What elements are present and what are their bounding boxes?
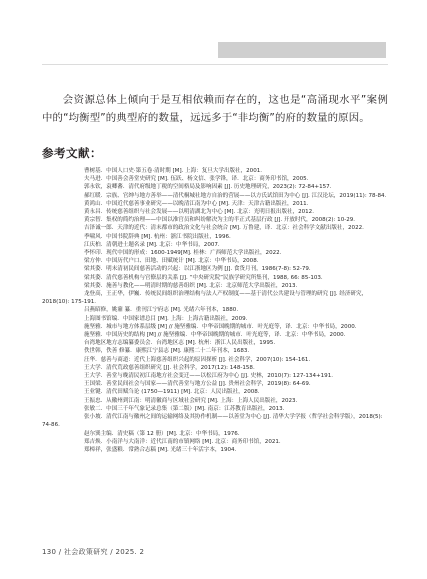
reference-item: 郑吉焕．小南洋与大南洋：近代江南的市镇网络 [M]. 北京：商务印书馆，2021. xyxy=(84,438,281,445)
reference-item: 王振忠．从徽州到江南：明清徽商与区域社会研究 [M]. 上海：上海人民出版社，2023. xyxy=(84,397,298,404)
reference-item: 赵尔巽主编．清史稿（第 12 册）[M]. 北京：中华书局，1976. xyxy=(84,430,240,437)
reference-item: 施坚雅．中国历史的结构 [M] // 施坚雅编．中华帝国晚期的城市．叶光庭等，译．北京：中华书局，2000. xyxy=(84,332,346,339)
reference-item: 王大学．善堂与晚清民初江南地方社会变迁——以松江府为中心 [J]. 史林，2010(7): 127-134+191. xyxy=(84,373,333,380)
header-grey-bar xyxy=(218,42,386,58)
reference-item: 梁其姿．明末清初民间慈善活动的兴起：以江浙地区为例 [J]. 食货月刊，1986(7-8): 52-79. xyxy=(84,266,311,273)
body-paragraph xyxy=(42,91,388,127)
reference-item: 季啸风．中国书院辞典 [M]. 杭州：浙江书院出版社，1996. xyxy=(84,233,231,240)
page-footer: 130 / 社会政策研究 / 2025. 2 xyxy=(42,548,145,556)
reference-item: 李怀印．现代中国的形成：1600-1949[M]. 桂林：广西师范大学出版社，2022. xyxy=(84,250,282,257)
reference-list xyxy=(42,167,390,454)
references-heading: 参考文献： xyxy=(42,146,102,160)
reference-item: 王国梁．善堂民间社会与国家——清代善堂与地方公益 [J]. 贵州社会科学，2019(8): 64-69. xyxy=(84,381,311,388)
reference-item: 江庆柏．清朝进士题名录 [M]. 北京：中华书局，2007. xyxy=(84,241,220,248)
reference-item: 郝红暖．宗族、官绅与地方善举——清代桐城社地方自治的营展——以方氏试馆田为中心 [J]. 江汉论坛，2019(11): 78-84. xyxy=(84,192,387,199)
reference-item: 王业键．清代田赋刍论 (1750—1911) [M]. 北京：人民出版社，2008. xyxy=(84,389,260,396)
header-rule xyxy=(42,64,388,65)
reference-item: 梁其姿．清代慈善机构与官僚层的关系 [J]. “中央研究院”民族学研究所集刊，1988, 66: 85-103. xyxy=(84,274,323,281)
paragraph-text: 会资源总体上倾向于是互相依赖而存在的，这也是“高涌现水平”案例中的“均衡型”的典型府的数量，远远多于“非均衡”的府的数量的原因。 xyxy=(42,94,388,124)
reference-item: 黄宗智．集权的简约治理——中国以准官员和纠纷解决为主的半正式基层行政 [J]. 开放时代，2008(2): 10-29. xyxy=(84,217,356,224)
reference-item-continuation: 74-86. xyxy=(42,422,60,429)
reference-item: 台湾地区地方志编纂委员会．台湾地区志 [M]. 杭州：浙江人民出版社，1995. xyxy=(84,340,276,347)
reference-item-continuation: 2018(10): 175-191. xyxy=(42,299,97,306)
reference-item: 张敏二．中国三千年气象记录总集（第二版）[M]. 南京：江苏教育出版社，2013. xyxy=(84,405,285,412)
reference-item: 施坚雅．城市与地方体系层级 [M] // 施坚雅编．中华帝国晚期的城市．叶光庭等，译．北京：中华书局，2000. xyxy=(84,323,357,330)
page-header-band xyxy=(42,22,388,78)
reference-item: 梁方仲．中国历代户口、田地、田赋统计 [M]. 北京：中华书局，2008. xyxy=(84,258,259,265)
reference-item: 张小坡．清代江南与徽州之间的运输网络及其协作机制——以善堂为中心 [J]. 清华大学学报（哲学社会科学版），2018(5): xyxy=(84,414,383,421)
reference-item: 郭永钦，袁卿蕃．清代府级地丁税的空间格局及影响因素 [J]. 历史地理研究，2023(2): 72-84+157. xyxy=(84,184,332,191)
reference-item: 夫马进．中国善会善堂史研究 [M]. 伍跃、杨文信、张学锋，译．北京：商务印书馆，2005. xyxy=(84,176,309,183)
reference-item: 黄鸿山．中国近代慈善事业研究——以晚清江南为中心 [M]. 天津：天津古籍出版社，2011. xyxy=(84,200,309,207)
reference-item: 吕燕昭修，姚鼐 纂．重刊江宁府志 [M]. 光绪六年刊本，1880. xyxy=(84,307,239,314)
reference-item: 黄永昌．传统慈善组织与社会发展——以明清湖北为中心 [M]. 北京：光明日报出版社，2012. xyxy=(84,209,314,216)
reference-item: 佚世韩，佚善 修纂．康熙江宁县志 [M]. 康熙二十二年刊本，1683. xyxy=(84,348,250,355)
reference-item: 曹树基．中国人口史·第五卷·清时期 [M]. 上海：复旦大学出版社，2001. xyxy=(84,168,263,174)
reference-item: 吉泽诚一郎．天津的近代：清末都市的政治文化与社会统合 [M]. 万鲁建，译．北京：社会科学文献出版社，2022. xyxy=(84,225,364,232)
reference-item: 梁其姿．施善与教化——明清时期的慈善组织 [M]. 北京：北京师范大学出版社，2013. xyxy=(84,282,298,289)
reference-item: 汪华．慈善与商道：近代上海慈善组织兴起的原因探析 [J]. 社会科学，2007(10): 154-161. xyxy=(84,356,311,363)
reference-item: 龙登高，王正华，伊巍．传统民间组织治理结构与法人产权制度——基于清代公共建设与管理的研究 [J]. 经济研究， xyxy=(84,291,368,298)
reference-item: 上海图书馆编．中国家谱总目 [M]. 上海：上海古籍出版社，2009. xyxy=(84,315,248,322)
reference-item: 郑樟祥，张盛粮．常熟合志稿 [M]. 光绪三十年活字本，1904. xyxy=(84,446,237,453)
reference-item: 王大学．清代荒政慈善组织研究 [J]. 社会科学，2017(12): 148-158. xyxy=(84,364,255,371)
